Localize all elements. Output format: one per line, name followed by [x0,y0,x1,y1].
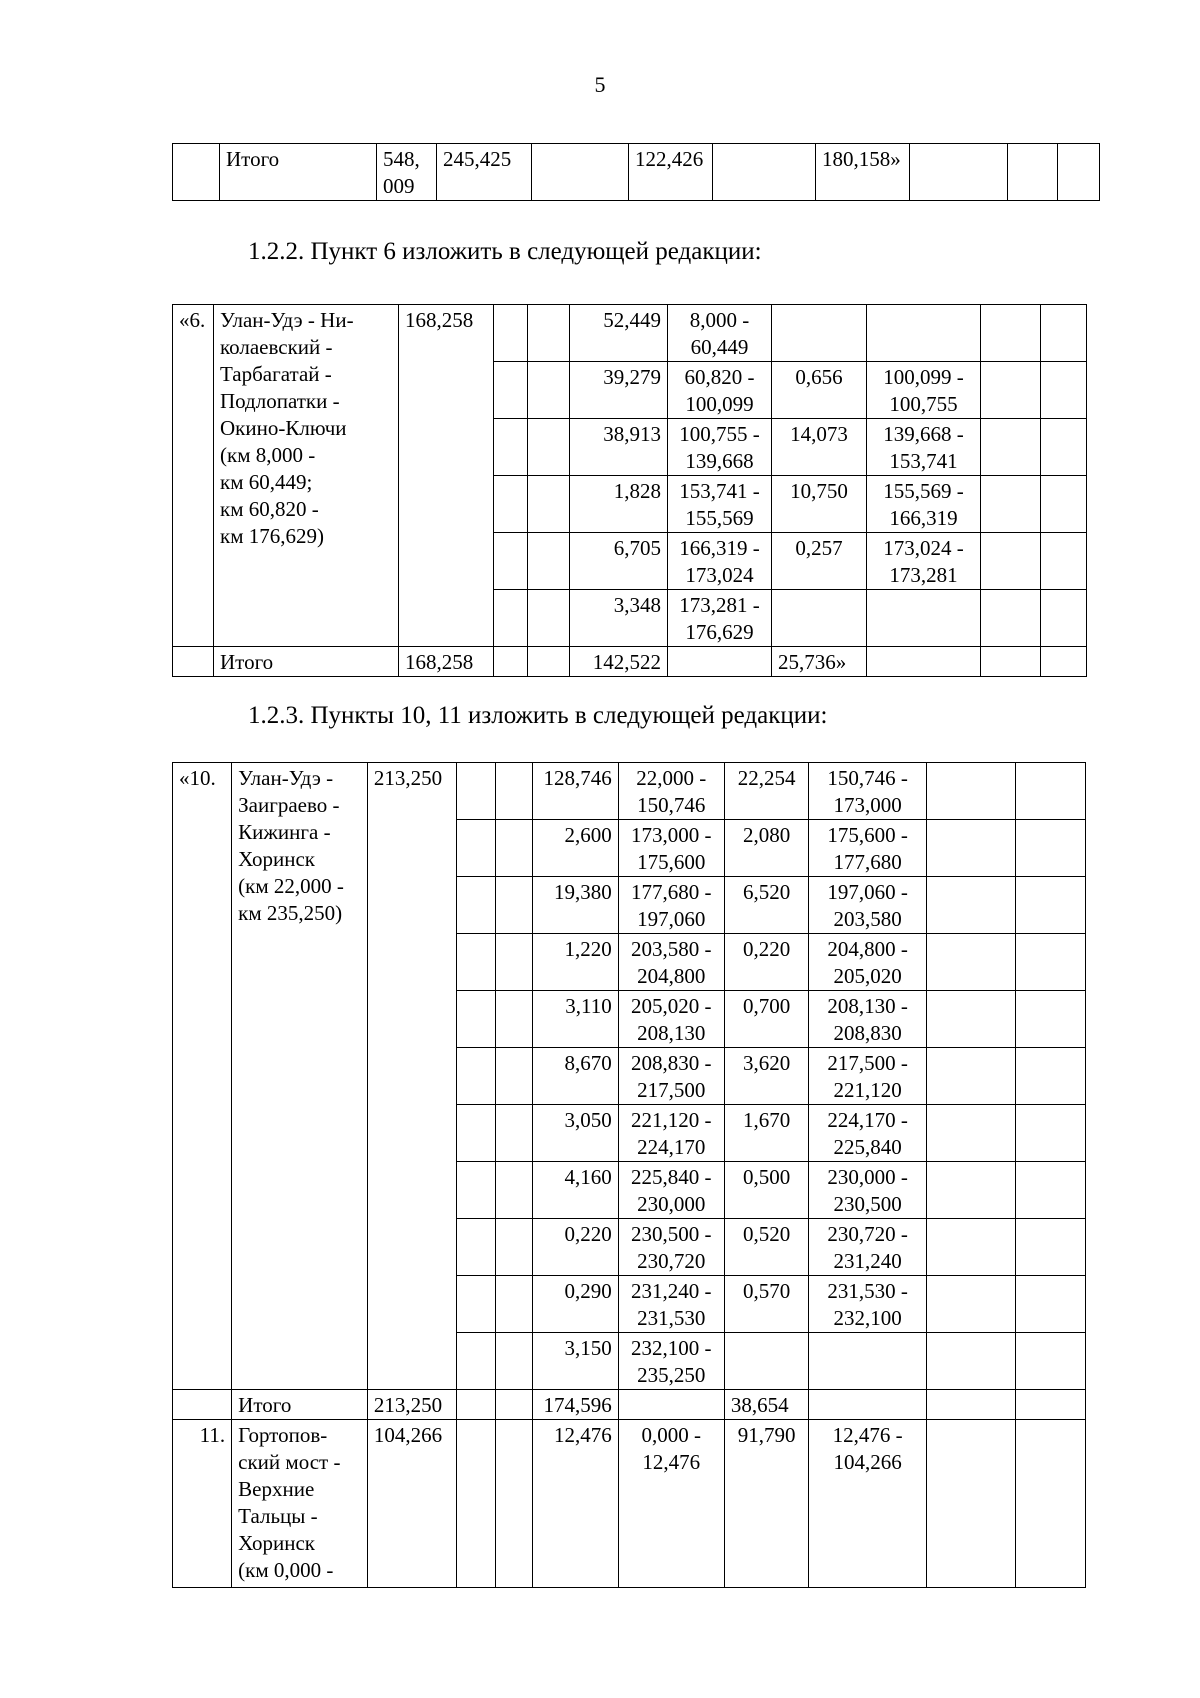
cell: 25,736» [772,647,867,677]
cell [1041,590,1087,647]
cell [456,1276,496,1333]
cell: 208,830 - 217,500 [618,1048,724,1105]
cell: 0,220 [724,934,809,991]
cell: 230,500 - 230,720 [618,1219,724,1276]
cell [926,1420,1015,1588]
cell: 174,596 [533,1390,619,1420]
cell: 10,750 [772,476,867,533]
cell [532,144,629,201]
cell [926,1219,1015,1276]
cell [926,991,1015,1048]
cell: 2,080 [724,820,809,877]
cell: 197,060 - 203,580 [809,877,926,934]
cell: 213,250 [367,1390,456,1420]
cell: 548, 009 [377,144,437,201]
cell [772,590,867,647]
cell: 60,820 - 100,099 [668,362,772,419]
cell [494,305,528,362]
cell [926,820,1015,877]
cell: 128,746 [533,763,619,820]
cell [1015,934,1085,991]
cell [496,763,533,820]
cell [496,991,533,1048]
cell [713,144,816,201]
cell [496,1105,533,1162]
cell [1041,362,1087,419]
cell: 203,580 - 204,800 [618,934,724,991]
cell-label: Итого [214,647,399,677]
cell [926,1333,1015,1390]
cell-length: 168,258 [399,305,494,647]
cell [494,419,528,476]
cell [618,1390,724,1420]
cell: 52,449 [570,305,668,362]
cell: 12,476 - 104,266 [809,1420,926,1588]
cell: 8,670 [533,1048,619,1105]
cell: 0,500 [724,1162,809,1219]
cell [456,1333,496,1390]
cell [1041,419,1087,476]
cell [867,305,981,362]
cell [809,1390,926,1420]
cell: 224,170 - 225,840 [809,1105,926,1162]
cell: 230,720 - 231,240 [809,1219,926,1276]
cell: 3,348 [570,590,668,647]
cell: 1,670 [724,1105,809,1162]
cell: 230,000 - 230,500 [809,1162,926,1219]
table-item-6 [172,304,1087,677]
cell [496,1390,533,1420]
cell [496,820,533,877]
cell: 225,840 - 230,000 [618,1162,724,1219]
cell-length: 104,266 [367,1420,456,1588]
cell: 22,000 - 150,746 [618,763,724,820]
cell [496,1219,533,1276]
cell [456,763,496,820]
cell [496,1162,533,1219]
cell [1015,1390,1085,1420]
cell [496,1420,533,1588]
cell [926,1105,1015,1162]
cell: 177,680 - 197,060 [618,877,724,934]
cell [456,820,496,877]
cell [456,1048,496,1105]
cell [1015,1219,1085,1276]
cell [173,1390,232,1420]
cell: 3,620 [724,1048,809,1105]
cell [981,647,1041,677]
cell: 204,800 - 205,020 [809,934,926,991]
cell [494,590,528,647]
cell [981,362,1041,419]
cell: 217,500 - 221,120 [809,1048,926,1105]
cell-number: «6. [173,305,214,647]
cell: 139,668 - 153,741 [867,419,981,476]
cell [981,533,1041,590]
cell: 208,130 - 208,830 [809,991,926,1048]
table-items-10-11 [172,762,1086,1588]
cell [1015,820,1085,877]
cell [1015,763,1085,820]
cell: 12,476 [533,1420,619,1588]
cell: 4,160 [533,1162,619,1219]
cell [926,1048,1015,1105]
cell [1015,1333,1085,1390]
table-row [173,763,1086,820]
cell [528,362,570,419]
cell: 19,380 [533,877,619,934]
cell: 231,530 - 232,100 [809,1276,926,1333]
cell: 3,110 [533,991,619,1048]
cell [494,476,528,533]
cell [981,590,1041,647]
cell [456,934,496,991]
cell [1015,1420,1085,1588]
cell [1015,1276,1085,1333]
cell-label: Итого [232,1390,368,1420]
table-row-item-11 [173,1420,1086,1588]
cell: 100,099 - 100,755 [867,362,981,419]
cell [1041,476,1087,533]
cell [867,590,981,647]
cell [1041,305,1087,362]
cell: 0,220 [533,1219,619,1276]
cell: 173,000 - 175,600 [618,820,724,877]
cell [926,1390,1015,1420]
cell [926,1162,1015,1219]
cell: 155,569 - 166,319 [867,476,981,533]
cell [456,877,496,934]
cell: 205,020 - 208,130 [618,991,724,1048]
cell [528,419,570,476]
cell [173,647,214,677]
cell: 38,913 [570,419,668,476]
cell-road-name: Гортопов- ский мост - Верхние Тальцы - Хоринск (км 0,000 - [232,1420,368,1588]
cell [1041,647,1087,677]
cell-label: Итого [220,144,377,201]
cell: 173,024 - 173,281 [867,533,981,590]
cell: 180,158» [816,144,910,201]
cell: 0,570 [724,1276,809,1333]
cell-number: «10. [173,763,232,1390]
cell [1058,144,1100,201]
cell [1015,1048,1085,1105]
page-number: 5 [594,72,606,97]
cell [528,590,570,647]
cell: 1,220 [533,934,619,991]
cell: 6,705 [570,533,668,590]
cell [494,362,528,419]
table-row-itogo [173,144,1100,201]
cell: 142,522 [570,647,668,677]
cell [528,647,570,677]
table-previous-total [172,143,1100,201]
cell: 0,520 [724,1219,809,1276]
cell [1015,1162,1085,1219]
cell-length: 213,250 [367,763,456,1390]
cell [926,934,1015,991]
cell: 100,755 - 139,668 [668,419,772,476]
table-row [173,305,1087,362]
cell-road-name: Улан-Удэ - Заиграево - Кижинга - Хоринск (км 22,000 - км 235,250) [232,763,368,1390]
cell [173,144,220,201]
cell: 166,319 - 173,024 [668,533,772,590]
cell: 14,073 [772,419,867,476]
cell [926,763,1015,820]
cell [981,476,1041,533]
cell [456,1420,496,1588]
cell: 6,520 [724,877,809,934]
cell [528,476,570,533]
table-row-itogo [173,647,1087,677]
cell: 91,790 [724,1420,809,1588]
cell: 38,654 [724,1390,809,1420]
cell [910,144,1008,201]
cell: 0,700 [724,991,809,1048]
section-heading-1-2-2: 1.2.2. Пункт 6 изложить в следующей редакции: [248,238,762,265]
cell [981,305,1041,362]
cell [1041,533,1087,590]
cell: 0,257 [772,533,867,590]
cell [1015,991,1085,1048]
cell: 153,741 - 155,569 [668,476,772,533]
cell [496,1048,533,1105]
cell: 3,050 [533,1105,619,1162]
section-heading-1-2-3: 1.2.3. Пункты 10, 11 изложить в следующей редакции: [248,702,828,729]
cell [456,1390,496,1420]
cell: 245,425 [437,144,532,201]
table-row-itogo [173,1390,1086,1420]
cell [981,419,1041,476]
cell-number: 11. [173,1420,232,1588]
cell: 168,258 [399,647,494,677]
cell [496,934,533,991]
cell [926,1276,1015,1333]
cell: 0,656 [772,362,867,419]
cell [867,647,981,677]
cell: 173,281 - 176,629 [668,590,772,647]
cell: 122,426 [629,144,713,201]
cell [496,1276,533,1333]
cell: 8,000 - 60,449 [668,305,772,362]
cell [496,877,533,934]
cell: 3,150 [533,1333,619,1390]
cell [456,1219,496,1276]
cell [1015,1105,1085,1162]
cell [1008,144,1058,201]
cell: 39,279 [570,362,668,419]
cell [668,647,772,677]
cell: 150,746 - 173,000 [809,763,926,820]
cell [809,1333,926,1390]
cell [494,647,528,677]
cell [528,305,570,362]
cell [456,991,496,1048]
cell [494,533,528,590]
cell: 1,828 [570,476,668,533]
cell: 231,240 - 231,530 [618,1276,724,1333]
cell [456,1162,496,1219]
cell: 22,254 [724,763,809,820]
cell-road-name: Улан-Удэ - Ни- колаевский - Тарбагатай - Подлопатки - Окино-Ключи (км 8,000 - км 60,449; км 60,820 - км 176,629) [214,305,399,647]
cell [772,305,867,362]
cell [528,533,570,590]
cell [724,1333,809,1390]
cell: 221,120 - 224,170 [618,1105,724,1162]
cell [926,877,1015,934]
cell: 175,600 - 177,680 [809,820,926,877]
cell: 232,100 - 235,250 [618,1333,724,1390]
cell [1015,877,1085,934]
cell [456,1105,496,1162]
cell: 0,000 - 12,476 [618,1420,724,1588]
cell: 0,290 [533,1276,619,1333]
cell [496,1333,533,1390]
cell: 2,600 [533,820,619,877]
